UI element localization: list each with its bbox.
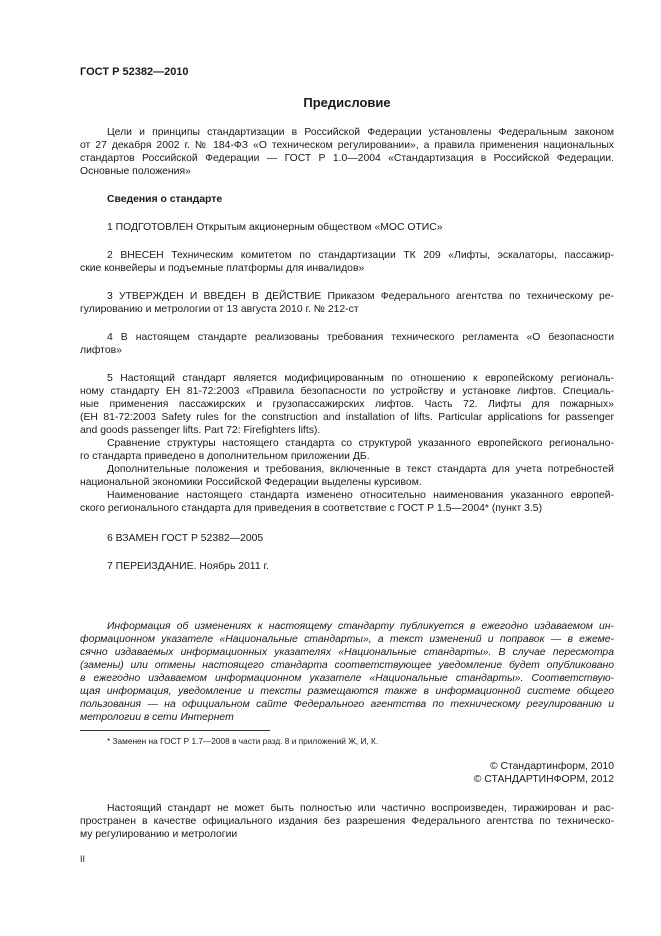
info-line: в ежегодно издаваемом информационном указателе «Национальные стандарты». Соответствую-	[80, 673, 614, 684]
info-line: сячно издаваемых информационных указателях «Национальные стандарты». В случае пересмотра	[80, 647, 614, 658]
copyright-line: © СТАНДАРТИНФОРМ, 2012	[473, 774, 614, 785]
info-line: пользования — на официальном сайте Федерального агентства по техническому регулированию и	[80, 699, 614, 710]
item-4-line: лифтов»	[80, 345, 122, 356]
page-title: Предисловие	[303, 95, 391, 110]
item-3-line: гулированию и метрологии от 13 августа 2010 г. № 212-ст	[80, 304, 359, 315]
notice-line: му регулированию и метрологии	[80, 829, 238, 840]
item-5-line: ные применения пассажирских и грузопассажирских лифтов. Часть 72. Лифты для пожарных»	[80, 399, 614, 410]
item-5-line: Дополнительные положения и требования, включенные в текст стандарта для учета потребностей	[107, 464, 614, 475]
info-line: формационном указателе «Национальные стандарты», а текст изменений и поправок — в ежеме-	[80, 634, 614, 645]
item-5-line: го стандарта приведено в дополнительном приложении ДБ.	[80, 451, 370, 462]
item-5-line: ному стандарту ЕН 81-72:2003 «Правила безопасности по устройству и установке лифтов. Специаль-	[80, 386, 614, 397]
item-2-line: 2 ВНЕСЕН Техническим комитетом по стандартизации ТК 209 «Лифты, эскалаторы, пассажир-	[107, 250, 614, 261]
item-5-line: and goods passenger lifts. Part 72: Firefighters lifts).	[80, 425, 321, 436]
footnote: * Заменен на ГОСТ Р 1.7—2008 в части разд. 8 и приложений Ж, И, К.	[107, 736, 379, 746]
intro-line: Основные положения»	[80, 166, 191, 177]
item-3-line: 3 УТВЕРЖДЕН И ВВЕДЕН В ДЕЙСТВИЕ Приказом Федерального агентства по техническому ре-	[107, 291, 614, 302]
notice-line: Настоящий стандарт не может быть полностью или частично воспроизведен, тиражирован и рас-	[107, 803, 614, 814]
section-title: Сведения о стандарте	[107, 194, 223, 205]
footnote-divider	[80, 730, 270, 731]
item-6-line: 6 ВЗАМЕН ГОСТ Р 52382—2005	[107, 533, 264, 544]
intro-line: стандартов Российской Федерации — ГОСТ Р 1.0—2004 «Стандартизация в Российской Федерации.	[80, 153, 614, 164]
item-5-line: Наименование настоящего стандарта изменено относительно наименования указанного европей-	[107, 490, 614, 501]
item-5-line: ского регионального стандарта для приведения в соответствие с ГОСТ Р 1.5—2004* (пункт 3.5)	[80, 503, 543, 514]
item-4-line: 4 В настоящем стандарте реализованы требования технического регламента «О безопасности	[107, 332, 614, 343]
notice-line: пространен в качестве официального издания без разрешения Федерального агентства по техническо-	[80, 816, 614, 827]
item-1-line: 1 ПОДГОТОВЛЕН Открытым акционерным обществом «МОС ОТИС»	[107, 222, 443, 233]
info-line: метрологии в сети Интернет	[80, 712, 234, 723]
info-line: (замены) или отмены настоящего стандарта соответствующее уведомление будет опубликовано	[80, 660, 614, 671]
item-5-line: национальной экономики Российской Федерации выделены курсивом.	[80, 477, 422, 488]
page-number: II	[80, 854, 86, 864]
document-header: ГОСТ Р 52382—2010	[80, 66, 189, 78]
info-line: щая информация, уведомление и тексты размещаются также в информационной системе общего	[80, 686, 614, 697]
item-5-line: (EH 81-72:2003 Safety rules for the construction and installation of lifts. Particular applications for passenger	[80, 412, 614, 423]
copyright-line: © Стандартинформ, 2010	[489, 761, 614, 772]
item-2-line: ские конвейеры и подъемные платформы для инвалидов»	[80, 263, 365, 274]
info-line: Информация об изменениях к настоящему стандарту публикуется в ежегодно издаваемом ин-	[107, 621, 614, 632]
item-5-line: Сравнение структуры настоящего стандарта со структурой указанного европейского регионально-	[107, 438, 614, 449]
item-5-line: 5 Настоящий стандарт является модифицированным по отношению к европейскому региональ-	[107, 373, 614, 384]
intro-line: Цели и принципы стандартизации в Российской Федерации установлены Федеральным законом	[107, 127, 614, 138]
item-7-line: 7 ПЕРЕИЗДАНИЕ. Ноябрь 2011 г.	[107, 561, 269, 572]
intro-line: от 27 декабря 2002 г. № 184-ФЗ «О техническом регулировании», а правила применения национальных	[80, 140, 614, 151]
